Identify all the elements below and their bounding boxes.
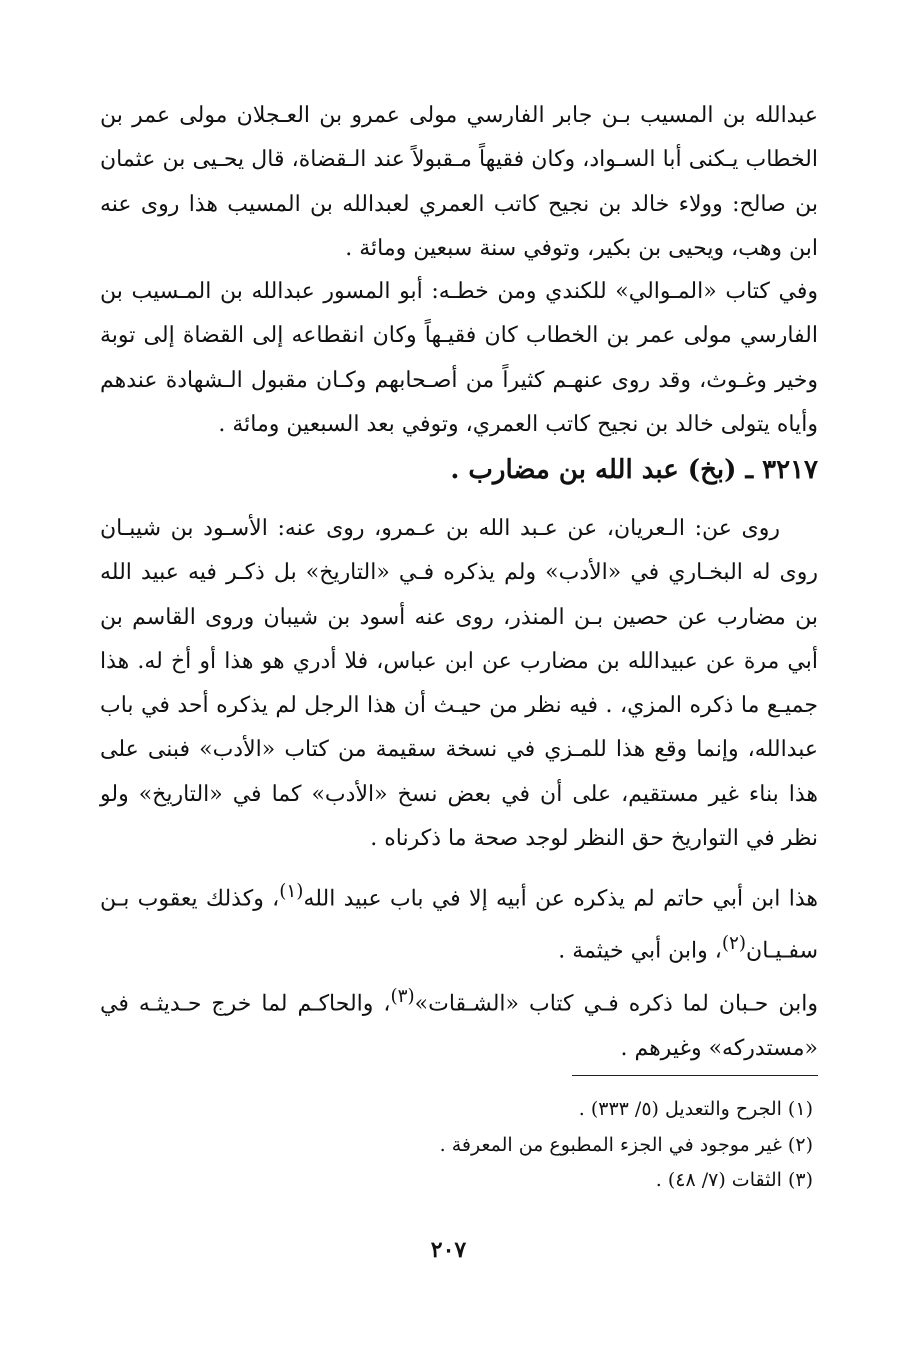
- footnote-ref-2: (٢): [721, 932, 747, 954]
- paragraph-4: [100, 870, 818, 973]
- paragraph-5-part-a: وابن حـبان لما ذكره فـي كتاب «الشـقات»: [414, 991, 818, 1017]
- paragraph-3: [100, 507, 818, 861]
- entry-heading: ٣٢١٧ ـ (بخ) عبد الله بن مضارب .: [450, 455, 818, 485]
- paragraph-4-text: [100, 870, 818, 973]
- footnote-ref-3: (٣): [390, 986, 415, 1007]
- paragraph-3-text: روى عن: الـعريان، عن عـبد الله بن عـمرو، روى عنه: الأسـود بن شيبـان روى له البخـاري في «الأدب» ولم يذكره فـي «التاريخ» بل ذكـر فيه عبيد الله بن مضارب عن حصين بـن المنذر، روى عنه أسود بن شيبان وروى القاسم بن أبي مرة عن عبيدالله بن مضارب عن ابن عباس، فلا أدري هو هذا أو أخ له. هذا جميـع ما ذكره المزي، . فيه نظر من حيـث أن هذا الرجل لم يذكره أحد في باب عبدالله، وإنما وقع هذا للمـزي في نسخة سقيمة من كتاب «الأدب» فبنى على هذا بناء غير مستقيم، على أن في بعض نسخ «الأدب» كما في «التاريخ» ولو نظر في التواريخ حق النظر لوجد صحة ما ذكرناه .: [100, 516, 818, 852]
- paragraph-1-text: عبدالله بن المسيب بـن جابر الفارسي مولى عمرو بن العـجلان مولى عمر بن الخطاب يـكنى أبا السـواد، وكان فقيهاً مـقبولاً عند الـقضاة، قال يحـيى بن عثمان بن صالح: وولاء خالد بن نجيح كاتب العمري لعبدالله بن المسيب هذا روى عنه ابن وهب، ويحيى بن بكير، وتوفي سنة سبعين ومائة .: [100, 103, 818, 261]
- paragraph-2-text: وفي كتاب «المـوالي» للكندي ومن خطـه: أبو المسور عبدالله بن المـسيب بن الفارسي مولى عمر بن الخطاب كان فقيـهاً وكان انقطاعه إلى القضاة إلى توبة وخير وغـوث، وقد روى عنهـم كثيراً من أصـحابهم وكـان مقبول الـشهادة عندهم وأياه يتولى خالد بن نجيح كاتب العمري، وتوفي بعد السبعين ومائة .: [100, 279, 818, 437]
- footnote-3: (٣) الثقات (٧/ ٤٨) .: [655, 1169, 813, 1191]
- footnotes: [100, 1092, 813, 1199]
- page-number: ٢٠٧: [430, 1237, 467, 1263]
- paragraph-4-part-b: ، وكذلك يعقوب بـن سفـيـان: [100, 886, 818, 963]
- footnote-2: (٢) غير موجود في الجزء المطبوع من المعرفة .: [439, 1133, 813, 1156]
- paragraph-5-part-b: ، والحاكـم لما خرج حـديثـه في «مستدركه» وغيرهم .: [100, 991, 818, 1061]
- footnote-ref-1: (١): [279, 881, 304, 902]
- footnote-1: (١) الجرح والتعديل (٥/ ٣٣٣) .: [578, 1098, 813, 1120]
- paragraph-1: [100, 94, 818, 271]
- paragraph-4-part-c: ، وابن أبي خيثمة .: [558, 937, 722, 963]
- paragraph-5: [100, 975, 818, 1071]
- paragraph-4-part-a: هذا ابن أبي حاتم لم يذكره عن أبيه إلا في باب عبيد الله: [303, 886, 818, 912]
- paragraph-2: [100, 270, 818, 447]
- footnote-divider: [572, 1075, 818, 1076]
- paragraph-5-text: [100, 975, 818, 1071]
